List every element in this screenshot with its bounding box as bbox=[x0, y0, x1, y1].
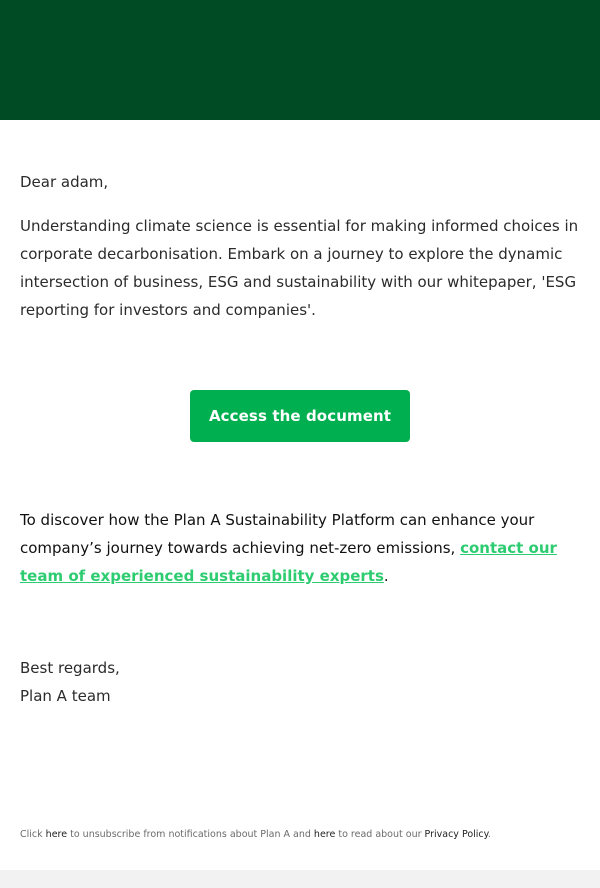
intro-paragraph: Understanding climate science is essential for making informed choices in corporate decarbonisation. Embark on a journey to explore the dynamic intersection of business, ESG and sustainability with our whitepaper, 'ESG reporting for investors and companies'. bbox=[20, 217, 579, 319]
discover-end: . bbox=[383, 567, 389, 585]
signoff bbox=[20, 654, 580, 710]
access-document-button[interactable]: Access the document bbox=[190, 390, 410, 442]
unsubscribe-link[interactable]: here bbox=[45, 829, 68, 840]
contact-experts-link[interactable]: contact our team of experienced sustainability experts bbox=[20, 539, 557, 585]
footer-unsubscribe-text: to unsubscribe from notifications about Plan A and bbox=[67, 829, 314, 840]
read-more-link[interactable]: here bbox=[313, 829, 336, 840]
greeting-text: Dear adam, bbox=[20, 173, 109, 191]
email-content bbox=[0, 168, 600, 710]
footer-text bbox=[20, 828, 491, 842]
cta-container bbox=[20, 390, 580, 442]
discover-paragraph bbox=[20, 506, 580, 590]
header-banner bbox=[0, 0, 600, 120]
signoff-team: Plan A team bbox=[20, 687, 111, 705]
bottom-strip bbox=[0, 870, 600, 888]
signoff-regards: Best regards, bbox=[20, 659, 120, 677]
footer-end: . bbox=[487, 829, 491, 840]
footer-read-text: to read about our bbox=[335, 829, 425, 840]
discover-text: To discover how the Plan A Sustainability Platform can enhance your company’s journey towards achieving net-zero emissions, bbox=[20, 511, 535, 557]
privacy-policy-link[interactable]: Privacy Policy bbox=[424, 829, 488, 840]
footer-click: Click bbox=[20, 829, 46, 840]
